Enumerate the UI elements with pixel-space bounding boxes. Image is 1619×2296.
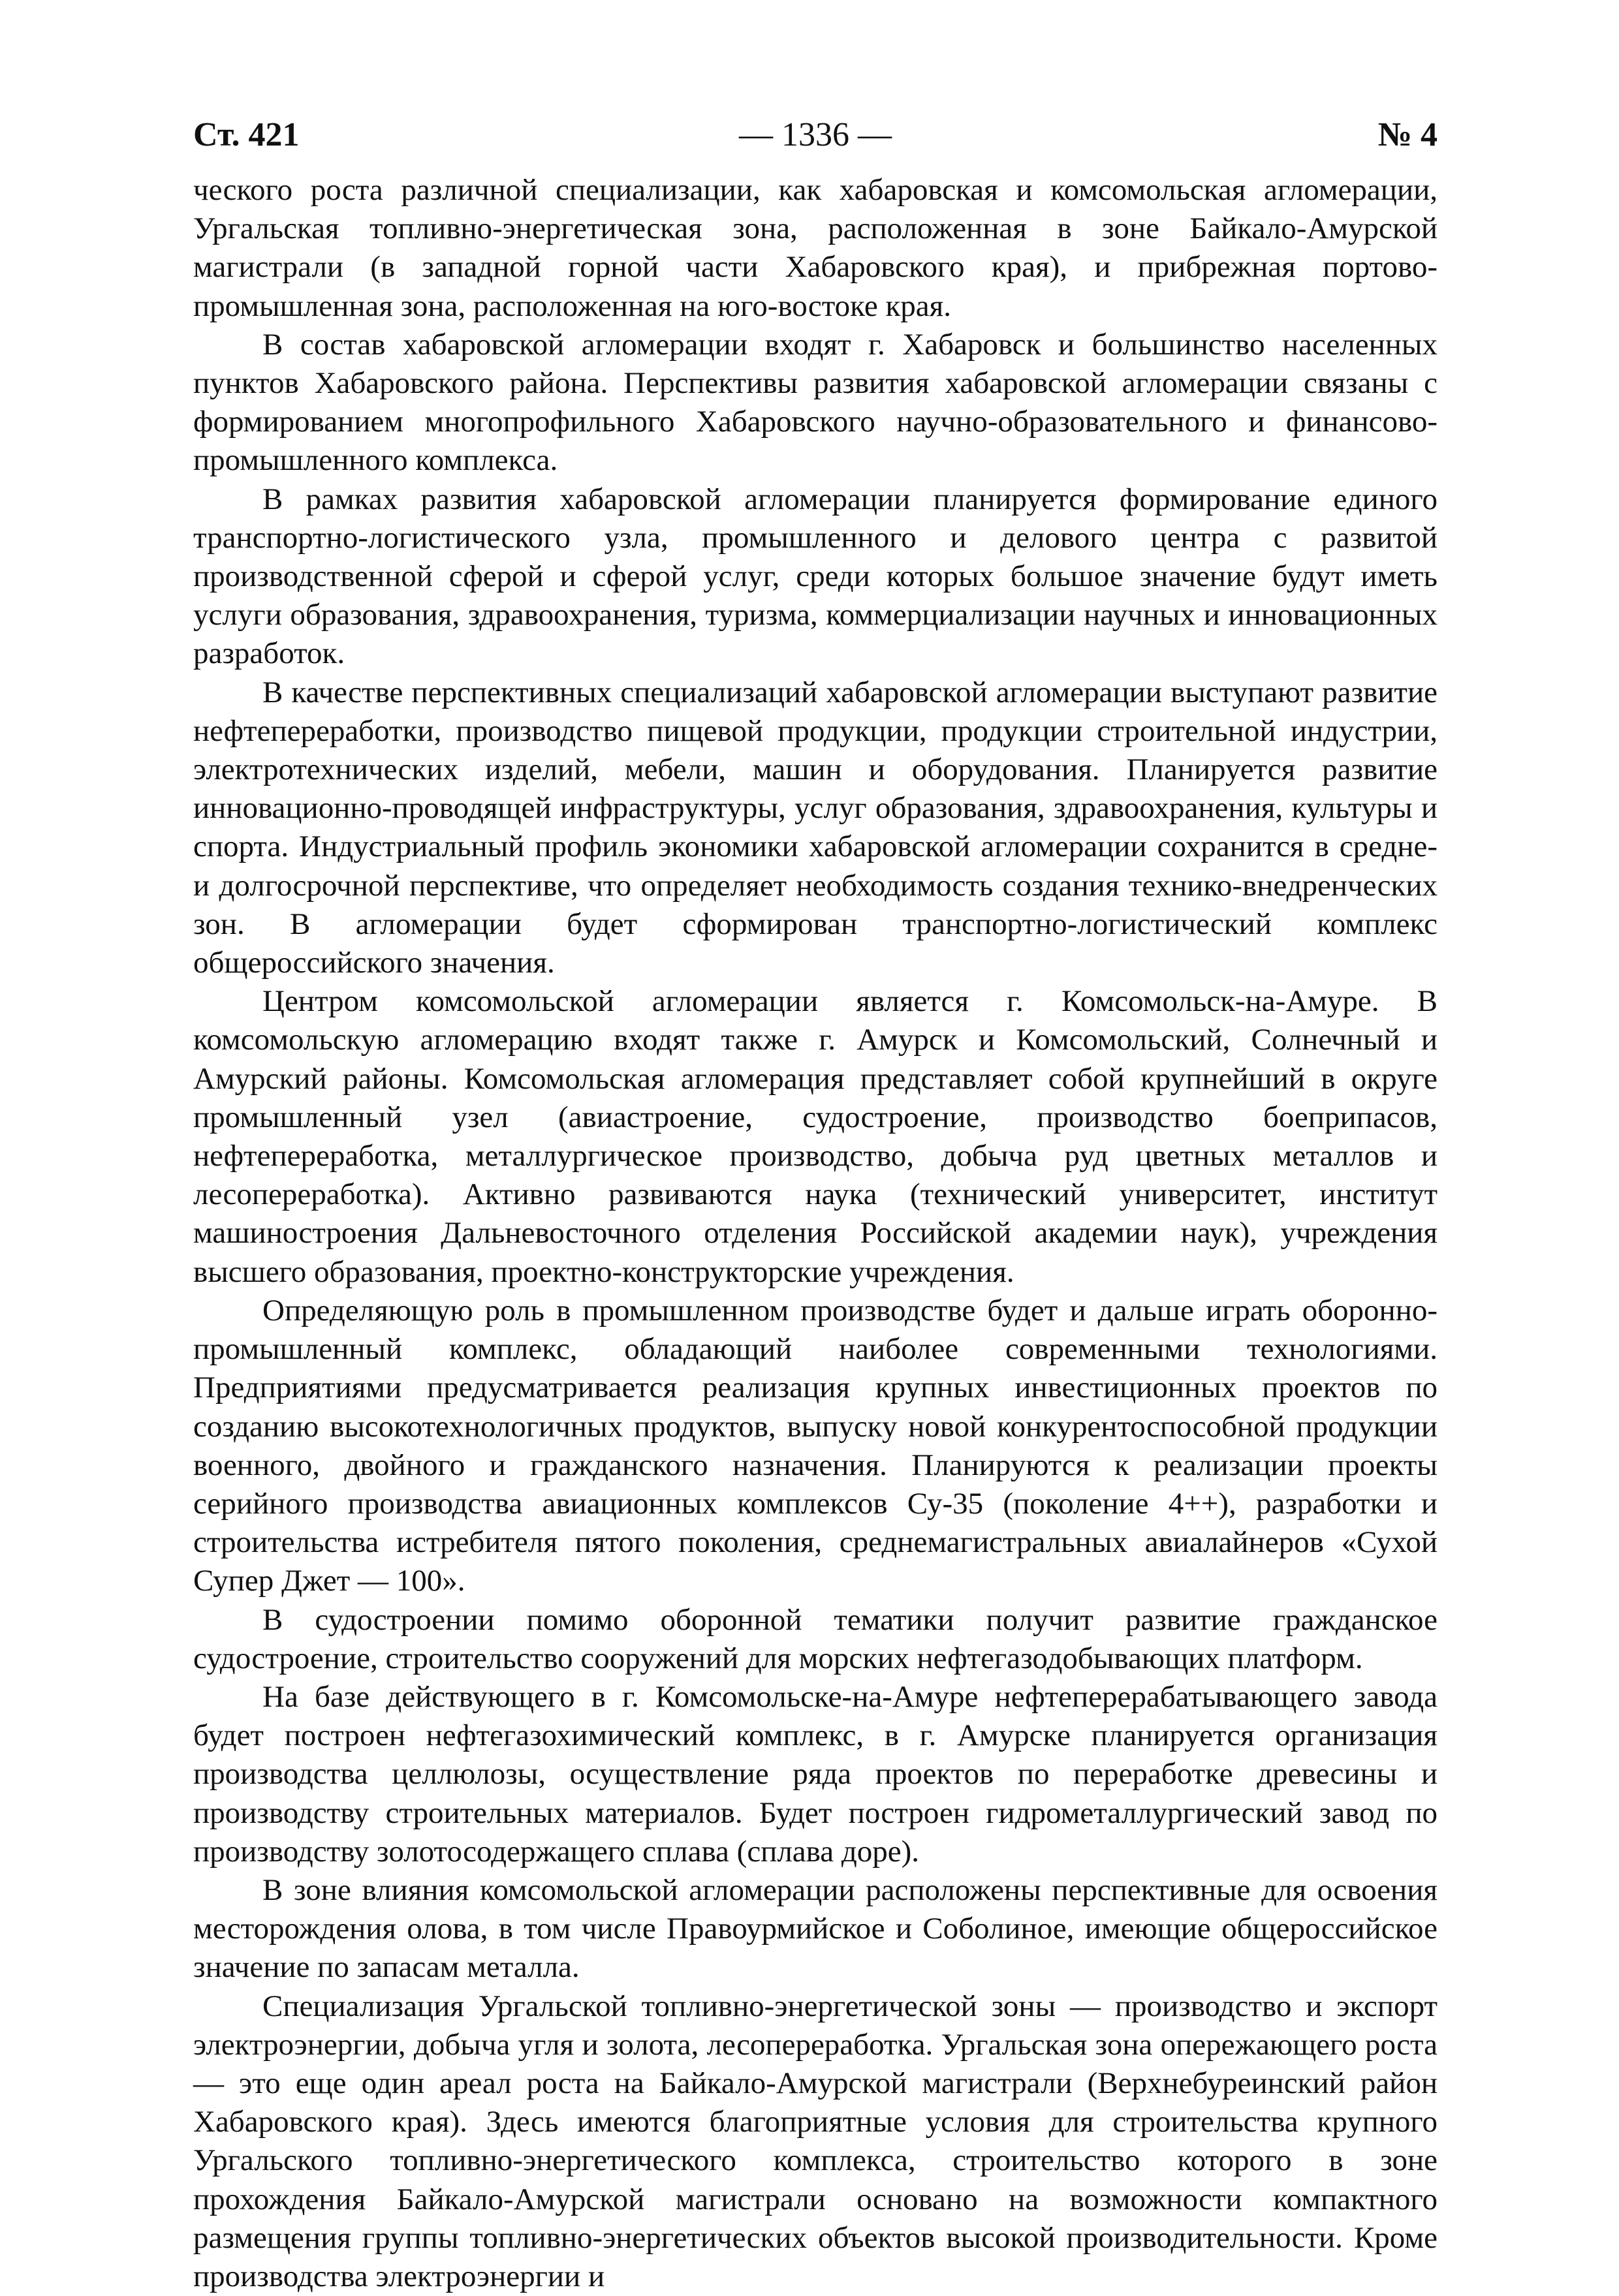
paragraph-continuation: ческого роста различной специализации, как хабаровская и комсомольская агломерации, Ургальская топливно-энергетическая зона, расположенная в зоне Байкало-Амурской магистрали (в западной горной части Хабаровского края), и прибрежная портово-промышленная зона, расположенная на юго-востоке края. (193, 173, 1438, 323)
paragraph: Специализация Ургальской топливно-энергетической зоны — производство и экспорт электроэнергии, добыча угля и золота, лесопереработка. Ургальская зона опережающего роста — это еще один ареал роста на Байкало-Амурской магистрали (Верхнебуреинский район Хабаровского края). Здесь имеются благоприятные условия для строительства крупного Ургальского топливно-энергетического комплекса, строительство которого в зоне прохождения Байкало-Амурской магистрали основано на возможности компактного размещения группы топливно-энергетических объектов высокой производительности. Кроме производства электроэнергии и (193, 1989, 1438, 2293)
page-number: — 1336 — (739, 116, 892, 153)
page-header (193, 112, 1438, 158)
paragraph: В зоне влияния комсомольской агломерации расположены перспективные для освоения месторождения олова, в том числе Правоурмийское и Соболиное, имеющие общероссийское значение по запасам металла. (193, 1872, 1438, 1985)
article-number: Ст. 421 (193, 116, 300, 153)
paragraph: В состав хабаровской агломерации входят г. Хабаровск и большинство населенных пунктов Хабаровского района. Перспективы развития хабаровской агломерации связаны с формированием многопрофильного Хабаровского научно-образовательного и финансово-промышленного комплекса. (193, 327, 1438, 478)
paragraph: Центром комсомольской агломерации является г. Комсомольск-на-Амуре. В комсомольскую агломерацию входят также г. Амурск и Комсомольский, Солнечный и Амурский районы. Комсомольская агломерация представляет собой крупнейший в округе промышленный узел (авиастроение, судостроение, производство боеприпасов, нефтепереработка, металлургическое производство, добыча руд цветных металлов и лесопереработка). Активно развиваются наука (технический университет, институт машиностроения Дальневосточного отделения Российской академии наук), учреждения высшего образования, проектно-конструкторские учреждения. (193, 984, 1438, 1289)
issue-number: № 4 (1377, 116, 1438, 153)
paragraph: В рамках развития хабаровской агломерации планируется формирование единого транспортно-логистического узла, промышленного и делового центра с развитой производственной сферой и сферой услуг, среди которых большое значение будут иметь услуги образования, здравоохранения, туризма, коммерциализации научных и инновационных разработок. (193, 482, 1438, 671)
document-body (193, 171, 1438, 2296)
paragraph: В качестве перспективных специализаций хабаровской агломерации выступают развитие нефтепереработки, производство пищевой продукции, продукции строительной индустрии, электротехнических изделий, мебели, машин и оборудования. Планируется развитие инновационно-проводящей инфраструктуры, услуг образования, здравоохранения, культуры и спорта. Индустриальный профиль экономики хабаровской агломерации сохранится в средне- и долгосрочной перспективе, что определяет необходимость создания технико-внедренческих зон. В агломерации будет сформирован транспортно-логистический комплекс общероссийского значения. (193, 675, 1438, 980)
paragraph: В судостроении помимо оборонной тематики получит развитие гражданское судостроение, строительство сооружений для морских нефтегазодобывающих платформ. (193, 1602, 1438, 1675)
paragraph: Определяющую роль в промышленном производстве будет и дальше играть оборонно-промышленный комплекс, обладающий наиболее современными технологиями. Предприятиями предусматривается реализация крупных инвестиционных проектов по созданию высокотехнологичных продуктов, выпуску новой конкурентоспособной продукции военного, двойного и гражданского назначения. Планируются к реализации проекты серийного производства авиационных комплексов Су-35 (поколение 4++), разработки и строительства истребителя пятого поколения, среднемагистральных авиалайнеров «Сухой Супер Джет — 100». (193, 1293, 1438, 1598)
paragraph: На базе действующего в г. Комсомольске-на-Амуре нефтеперерабатывающего завода будет построен нефтегазохимический комплекс, в г. Амурске планируется организация производства целлюлозы, осуществление ряда проектов по переработке древесины и производству строительных материалов. Будет построен гидрометаллургический завод по производству золотосодержащего сплава (сплава доре). (193, 1679, 1438, 1869)
